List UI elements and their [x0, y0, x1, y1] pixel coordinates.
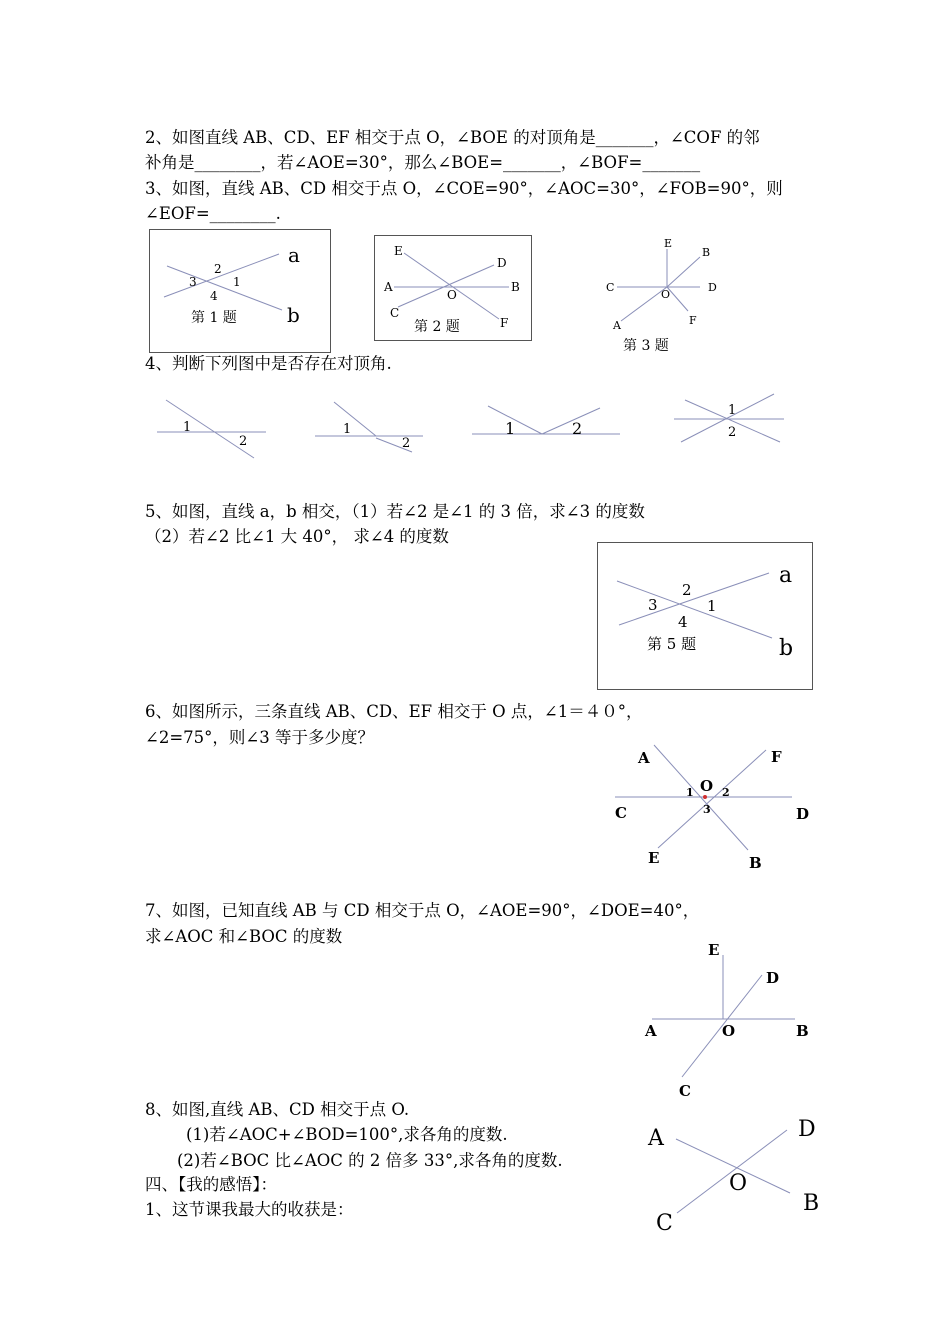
fig3-caption: 第 3 题	[623, 338, 669, 354]
fig8-label-A: A	[648, 1126, 664, 1151]
fig6-angle-2: 2	[722, 786, 730, 799]
q4-text: 4、判断下列图中是否存在对顶角.	[145, 354, 392, 373]
q4a-angle-2: 2	[239, 434, 248, 449]
figure-2	[374, 235, 531, 344]
fig8-label-O: O	[729, 1171, 748, 1196]
figure-3	[600, 235, 730, 364]
section4-item1: 1、这节课我最大的收获是：	[145, 1200, 354, 1219]
fig5-angle-1: 1	[707, 597, 717, 615]
figure-8-svg	[640, 1110, 830, 1240]
q4a-angle-1: 1	[183, 420, 192, 435]
fig7-label-A: A	[645, 1022, 657, 1040]
fig2-label-C: C	[390, 306, 400, 320]
fig5-label-a: a	[779, 563, 793, 588]
fig1-caption: 第 1 题	[191, 310, 237, 326]
figure-6-svg	[610, 740, 810, 875]
fig7-label-B: B	[796, 1022, 809, 1040]
q4b-slant-upper	[334, 402, 376, 436]
figure-2-svg	[374, 235, 531, 340]
fig3-label-E: E	[664, 237, 673, 250]
fig1-angle-3: 3	[189, 275, 197, 289]
fig2-label-A: A	[384, 280, 393, 294]
fig3-label-O: O	[661, 288, 671, 301]
q7-line2: 求∠AOC 和∠BOC 的度数	[145, 927, 343, 946]
fig6-line-ef	[658, 750, 766, 848]
q4d-angle-2: 2	[728, 425, 737, 440]
figure-1-svg	[149, 229, 330, 352]
figure-3-svg	[600, 235, 730, 360]
q4a-slant-line	[166, 400, 254, 458]
fig7-label-D: D	[766, 969, 780, 987]
q6-line2: ∠2=75°，则∠3 等于多少度？	[145, 728, 374, 747]
fig2-label-B: B	[511, 280, 520, 294]
q4c-right-ray	[542, 408, 600, 434]
fig8-label-B: B	[803, 1191, 820, 1216]
fig2-line-cd	[398, 265, 494, 307]
q5-line1: 5、如图，直线 a，b 相交，（1）若∠2 是∠1 的 3 倍，求∠3 的度数	[145, 502, 645, 521]
fig5-angle-4: 4	[678, 613, 688, 631]
figure-8	[640, 1110, 830, 1244]
fig3-label-A: A	[613, 319, 621, 332]
fig6-label-D: D	[796, 805, 810, 823]
section4-title: 四、【我的感悟】：	[145, 1175, 277, 1194]
fig1-label-b: b	[287, 303, 300, 327]
fig8-label-C: C	[656, 1211, 673, 1236]
q4b-angle-2: 2	[402, 436, 411, 451]
fig5-label-b: b	[779, 636, 794, 661]
fig2-label-E: E	[394, 244, 403, 258]
fig2-caption: 第 2 题	[414, 319, 460, 335]
fig1-angle-1: 1	[233, 275, 241, 289]
figure-6	[610, 740, 810, 879]
q4c-angle-1: 1	[505, 419, 516, 438]
fig6-angle-3: 3	[703, 803, 711, 816]
fig1-angle-2: 2	[214, 262, 222, 276]
fig6-label-C: C	[615, 804, 627, 822]
fig5-angle-3: 3	[648, 596, 658, 614]
figure-5-svg	[597, 542, 812, 689]
fig6-label-A: A	[638, 749, 650, 767]
fig6-label-O: O	[700, 777, 714, 795]
fig7-label-E: E	[708, 941, 720, 959]
fig2-label-D: D	[497, 256, 507, 270]
figure-7	[640, 935, 815, 1109]
q4-figures-svg	[150, 392, 800, 467]
fig6-point-o	[703, 795, 707, 799]
q4c-angle-2: 2	[572, 419, 583, 438]
q5-line2: （2）若∠2 比∠1 大 40°， 求∠4 的度数	[145, 527, 449, 546]
fig8-label-D: D	[798, 1117, 816, 1142]
q6-line1: 6、如图所示，三条直线 AB、CD、EF 相交于 O 点，∠1＝４０°，	[145, 702, 643, 721]
fig7-label-C: C	[679, 1082, 691, 1100]
fig2-label-O: O	[447, 288, 457, 302]
fig5-angle-2: 2	[682, 581, 692, 599]
fig5-caption: 第 5 题	[647, 635, 697, 653]
fig5-line-b	[617, 581, 772, 638]
q3-line1: 3、如图，直线 AB、CD 相交于点 O，∠COE=90°，∠AOC=30°，∠FOB=90°，则	[145, 179, 783, 198]
fig6-label-E: E	[648, 849, 660, 867]
figure-1	[149, 229, 330, 356]
fig3-label-B: B	[702, 246, 711, 259]
fig1-line-b	[167, 266, 282, 310]
fig3-line-ob	[667, 257, 700, 287]
figure-7-svg	[640, 935, 815, 1105]
fig3-line-of	[667, 287, 688, 311]
fig7-label-O: O	[722, 1022, 736, 1040]
q4-figures	[150, 392, 800, 471]
figure-5	[597, 542, 812, 693]
fig2-label-F: F	[500, 316, 509, 330]
fig3-label-D: D	[708, 281, 717, 294]
fig1-label-a: a	[288, 243, 300, 267]
fig2-line-ef	[404, 253, 499, 319]
fig6-label-F: F	[771, 748, 782, 766]
q3-line2: ∠EOF=________.	[145, 204, 281, 223]
q8-line3: (2)若∠BOC 比∠AOC 的 2 倍多 33°,求各角的度数.	[177, 1151, 563, 1170]
fig6-label-B: B	[749, 854, 762, 872]
fig3-label-C: C	[606, 281, 615, 294]
q4d-angle-1: 1	[728, 403, 737, 418]
q8-line1: 8、如图,直线 AB、CD 相交于点 O.	[145, 1100, 410, 1119]
fig1-angle-4: 4	[210, 289, 218, 303]
q4b-angle-1: 1	[343, 422, 352, 437]
fig6-angle-1: 1	[686, 786, 694, 799]
fig3-label-F: F	[689, 314, 697, 327]
fig5-line-a	[619, 573, 769, 625]
q2-line2: 补角是________，若∠AOE=30°，那么∠BOE=_______，∠BOF=_______	[145, 153, 701, 172]
q8-line2: (1)若∠AOC+∠BOD=100°,求各角的度数.	[186, 1125, 508, 1144]
q2-line1: 2、如图直线 AB、CD、EF 相交于点 O，∠BOE 的对顶角是_______，∠COF 的邻	[145, 128, 760, 147]
q7-line1: 7、如图，已知直线 AB 与 CD 相交于点 O，∠AOE=90°，∠DOE=40°，	[145, 901, 700, 920]
